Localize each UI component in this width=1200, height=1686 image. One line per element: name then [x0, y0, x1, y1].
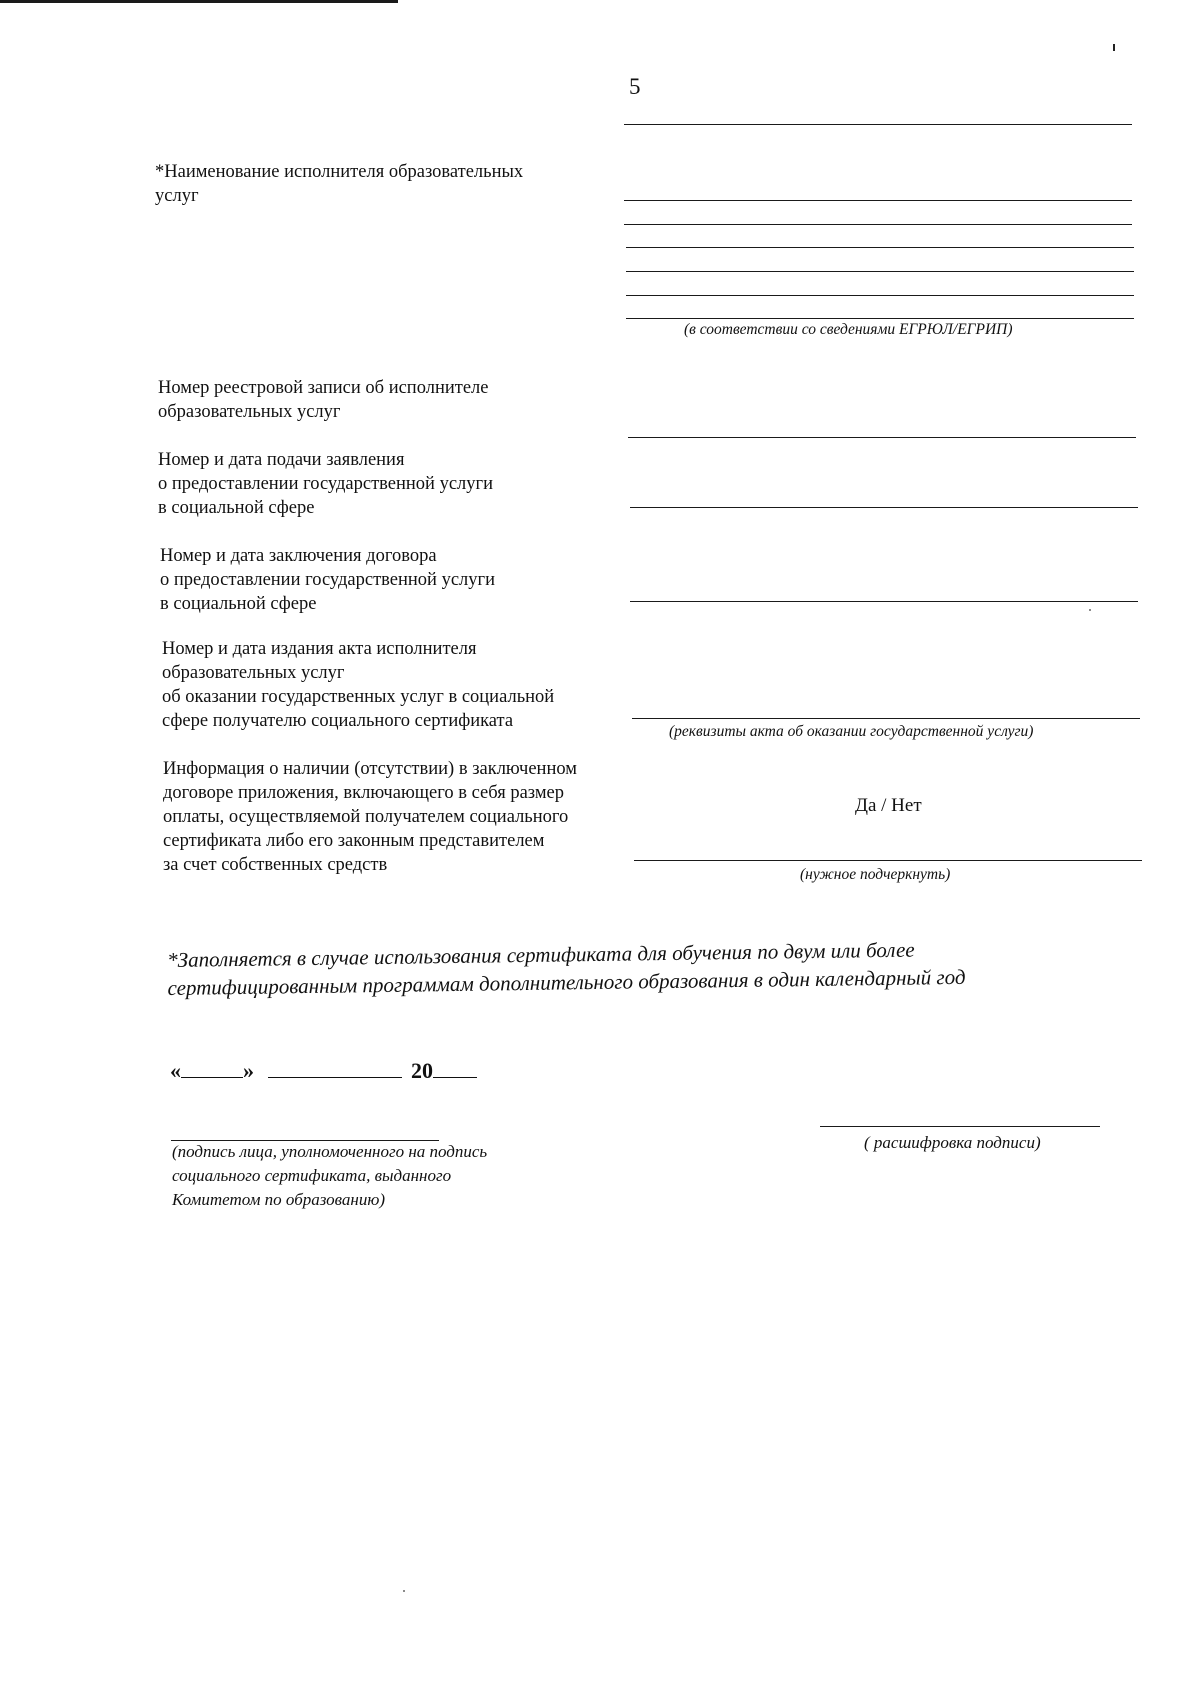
provider-name-line[interactable] — [624, 124, 1132, 125]
page-number: 5 — [629, 74, 641, 99]
contract-line[interactable] — [630, 601, 1138, 602]
registry-number-line[interactable] — [628, 437, 1136, 438]
signature-decode-line[interactable] — [820, 1126, 1100, 1127]
date-field[interactable] — [170, 1057, 477, 1084]
signature-caption: (подпись лица, уполномоченного на подпись социального сертификата, выданного Комитетом по образованию) — [172, 1142, 488, 1209]
underline-caption: (нужное подчеркнуть) — [800, 866, 951, 883]
provider-name-line[interactable] — [624, 200, 1132, 201]
provider-name-line[interactable] — [626, 247, 1134, 248]
field-application-label: Номер и дата подачи заявления о предоставлении государственной услуги в социальной сфере — [158, 450, 494, 518]
scan-edge-bar — [0, 0, 398, 3]
yes-no-choice[interactable]: Да / Нет — [855, 795, 922, 816]
provider-name-line[interactable] — [626, 271, 1134, 272]
scan-speck — [403, 1590, 405, 1592]
provider-name-line[interactable] — [624, 224, 1132, 225]
field-provider-name-label: *Наименование исполнителя образовательных услуг — [155, 162, 524, 206]
month-blank[interactable] — [268, 1057, 402, 1078]
act-line[interactable] — [632, 718, 1140, 719]
day-blank[interactable] — [181, 1057, 243, 1078]
date-close-quote: » — [243, 1058, 254, 1083]
field-registry-number-label: Номер реестровой записи об исполнителе образовательных услуг — [158, 378, 489, 422]
date-open-quote: « — [170, 1058, 181, 1083]
provider-name-line[interactable] — [626, 318, 1134, 319]
field-act-label: Номер и дата издания акта исполнителя образовательных услуг об оказании государственных услуг в социальной сфере получателю социального сертификата — [162, 639, 555, 731]
field-contract-label: Номер и дата заключения договора о предоставлении государственной услуги в социальной сфере — [160, 546, 496, 614]
signature-decode-caption: ( расшифровка подписи) — [864, 1133, 1041, 1152]
field-appendix-info-label: Информация о наличии (отсутствии) в заключенном договоре приложения, включающего в себя размер оплаты, осуществляемой получателем социального сертификата либо его законным представителем за счет собственных средств — [163, 759, 577, 875]
act-caption: (реквизиты акта об оказании государственной услуги) — [669, 723, 1034, 740]
scan-mark — [1113, 44, 1115, 51]
footnote: *Заполняется в случае использования сертификата для обучения по двум или более сертифицированным программам дополнительного образования в один календарный год — [167, 937, 966, 1000]
egrul-caption: (в соответствии со сведениями ЕГРЮЛ/ЕГРИП) — [684, 321, 1013, 338]
year-blank[interactable] — [433, 1057, 477, 1078]
scan-speck — [1089, 609, 1091, 611]
provider-name-line[interactable] — [626, 295, 1134, 296]
appendix-info-line[interactable] — [634, 860, 1142, 861]
year-prefix: 20 — [411, 1058, 433, 1083]
application-line[interactable] — [630, 507, 1138, 508]
